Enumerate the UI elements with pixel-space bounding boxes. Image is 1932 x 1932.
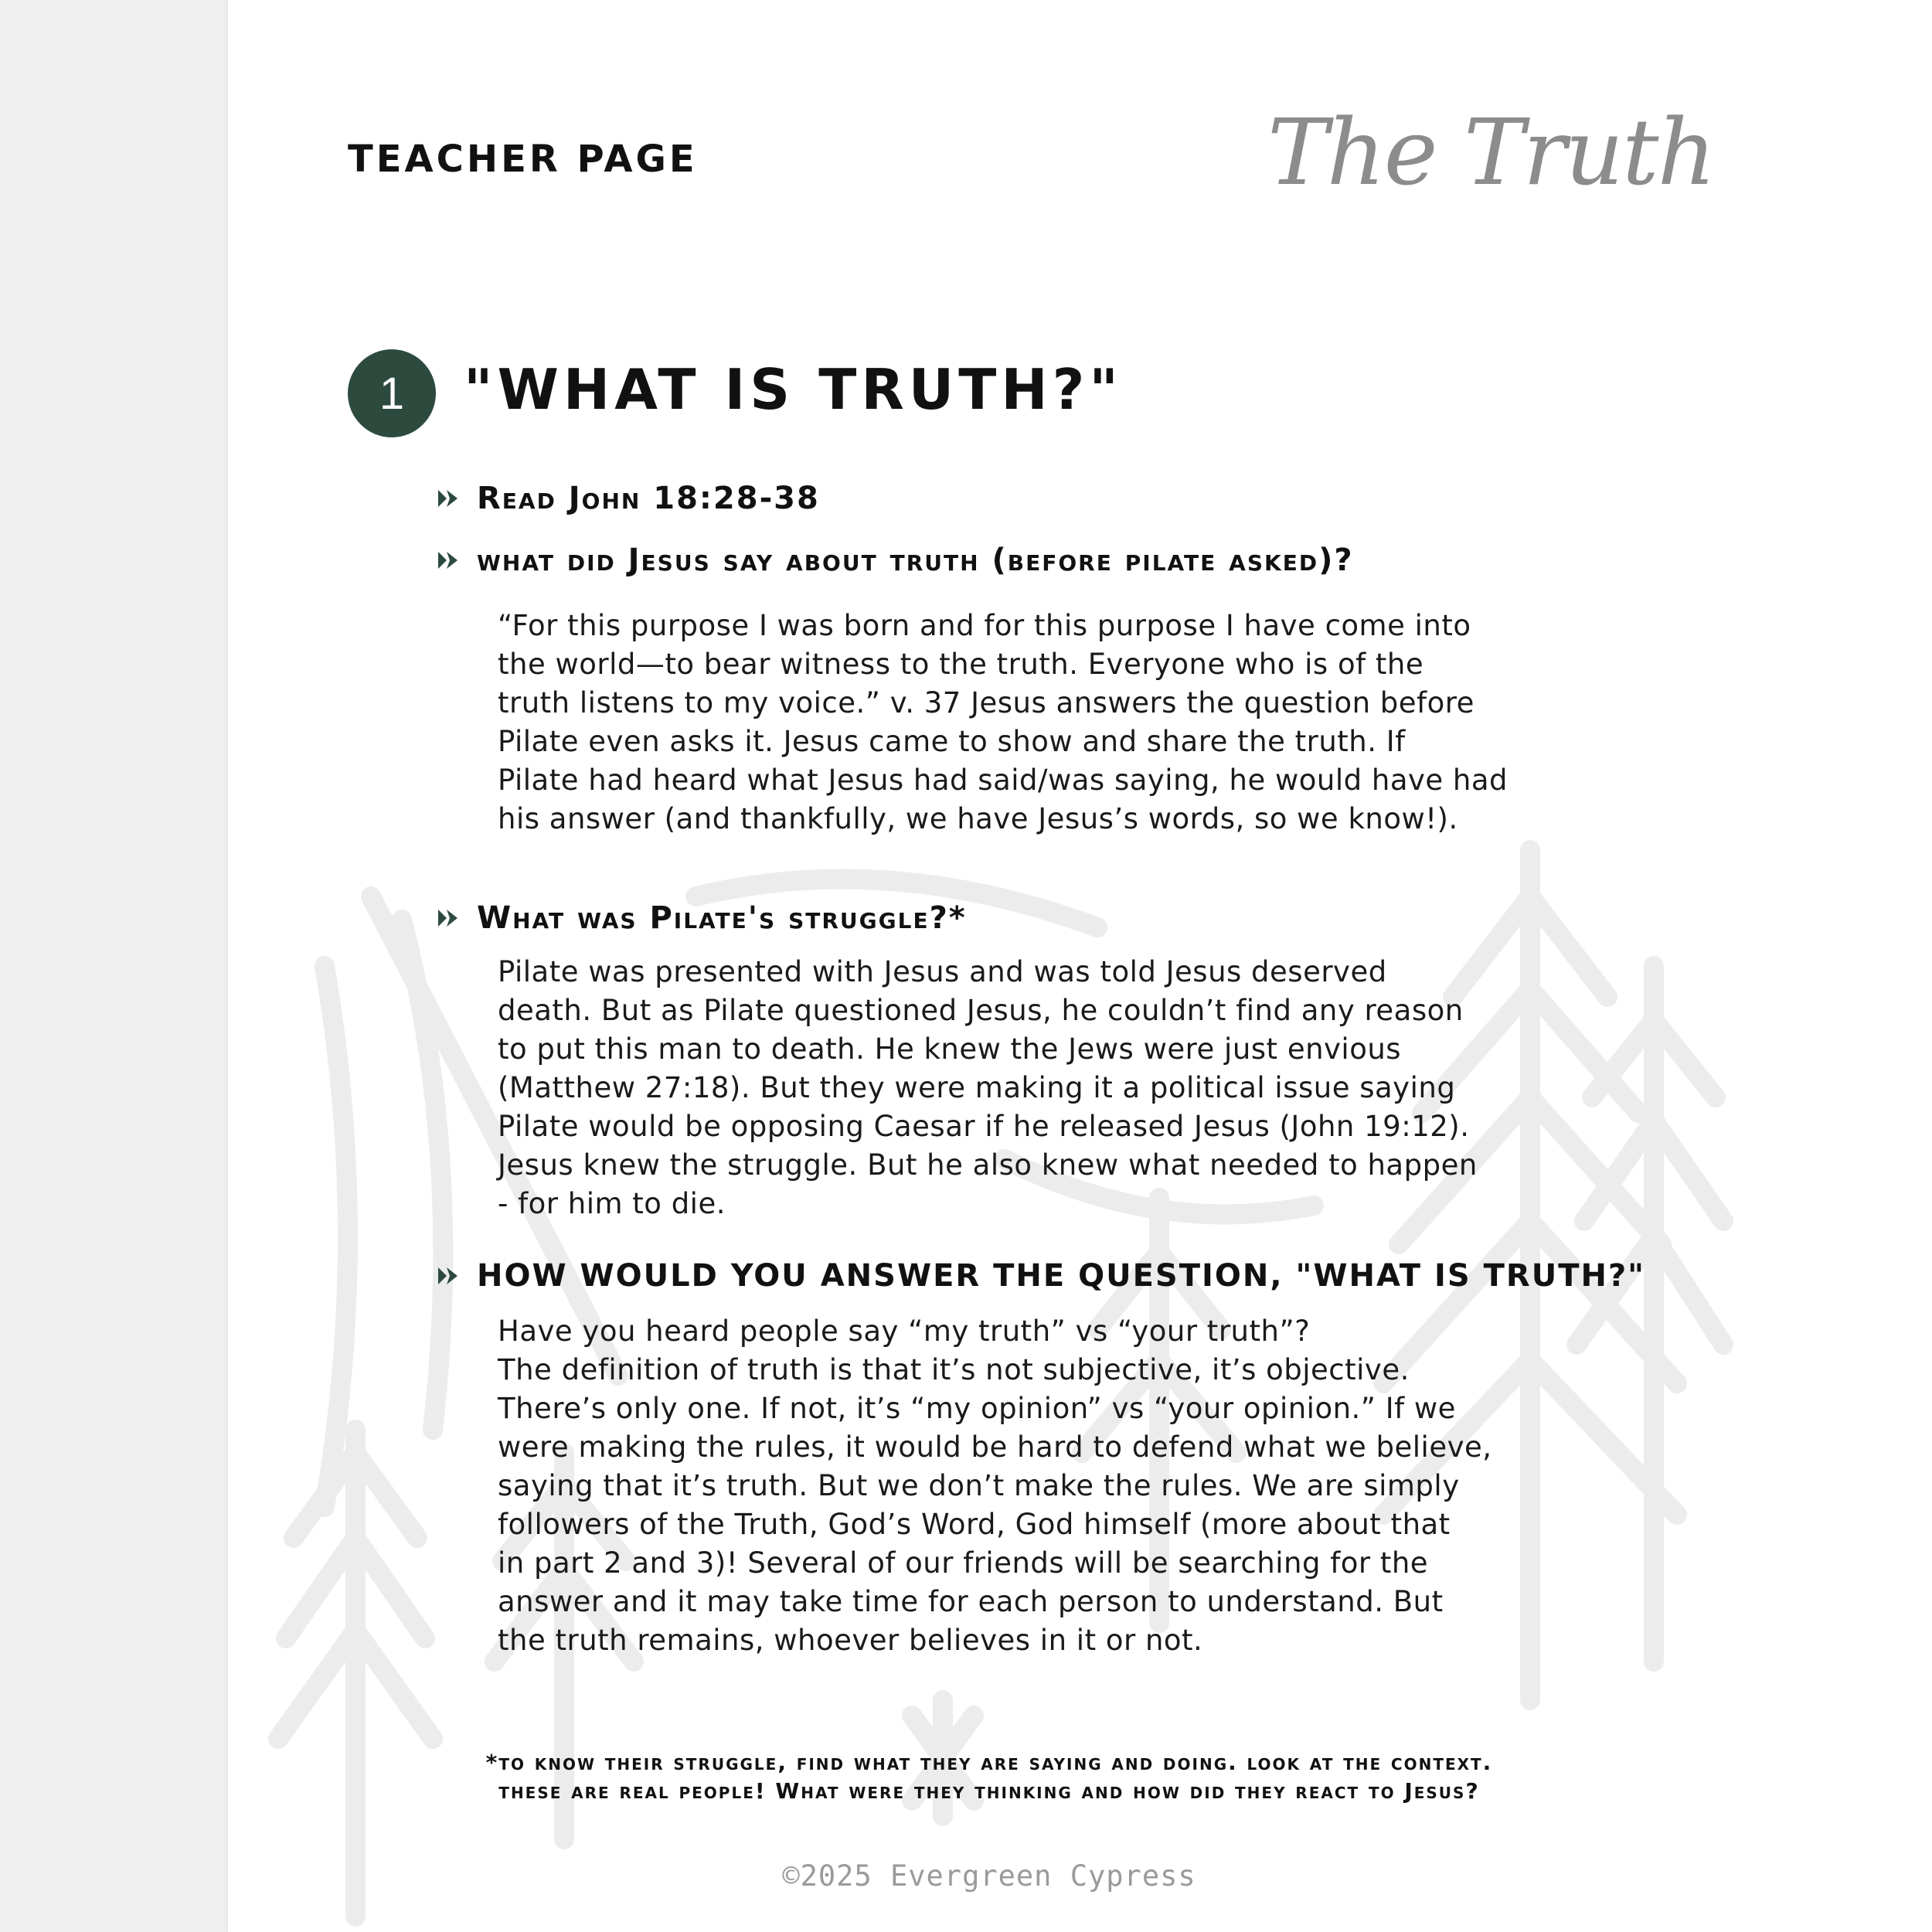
- answer-line: Pilate had heard what Jesus had said/was saying, he would have had: [498, 764, 1509, 797]
- answer-line: death. But as Pilate questioned Jesus, he couldn’t find any reason: [498, 994, 1464, 1027]
- answer-line: (Matthew 27:18). But they were making it a political issue saying: [498, 1071, 1456, 1104]
- answer-block: [498, 607, 1508, 838]
- answer-line: answer and it may take time for each person to understand. But: [498, 1585, 1444, 1618]
- answer-line: the truth remains, whoever believes in it or not.: [498, 1624, 1203, 1657]
- footnote-line: these are real people! What were they thinking and how did they react to Jesus?: [498, 1778, 1480, 1804]
- answer-line: There’s only one. If not, it’s “my opinion” vs “your opinion.” If we: [498, 1392, 1456, 1425]
- double-chevron-arrow-icon: [437, 487, 460, 510]
- section-heading: "WHAT IS TRUTH?": [464, 357, 1123, 422]
- answer-block: [498, 953, 1478, 1223]
- answer-line: Pilate would be opposing Caesar if he released Jesus (John 19:12).: [498, 1110, 1470, 1143]
- question-item: [437, 481, 820, 516]
- footnote: [386, 1748, 1592, 1805]
- question-text: What was Pilate's struggle?*: [477, 900, 967, 936]
- answer-line: followers of the Truth, God’s Word, God himself (more about that: [498, 1508, 1451, 1541]
- answer-line: Have you heard people say “my truth” vs “your truth”?: [498, 1315, 1311, 1348]
- question-text: Read John 18:28-38: [477, 481, 820, 516]
- answer-line: saying that it’s truth. But we don’t make the rules. We are simply: [498, 1469, 1460, 1502]
- question-item: [437, 543, 1354, 578]
- answer-line: the world—to bear witness to the truth. Everyone who is of the: [498, 648, 1424, 681]
- answer-line: to put this man to death. He knew the Jews were just envious: [498, 1032, 1402, 1066]
- answer-block: [498, 1312, 1492, 1660]
- answer-line: in part 2 and 3)! Several of our friends will be searching for the: [498, 1546, 1429, 1580]
- answer-line: Jesus knew the struggle. But he also knew what needed to happen: [498, 1148, 1478, 1182]
- answer-line: The definition of truth is that it’s not subjective, it’s objective.: [498, 1353, 1410, 1386]
- answer-line: “For this purpose I was born and for this purpose I have come into: [498, 609, 1471, 642]
- section-number-badge: 1: [348, 349, 436, 437]
- question-text: HOW WOULD YOU ANSWER THE QUESTION, "WHAT IS TRUTH?": [477, 1258, 1645, 1294]
- page-title: The Truth: [1267, 99, 1715, 206]
- answer-line: truth listens to my voice.” v. 37 Jesus answers the question before: [498, 686, 1475, 719]
- double-chevron-arrow-icon: [437, 906, 460, 930]
- question-text: what did Jesus say about truth (before pilate asked)?: [477, 543, 1354, 578]
- answer-line: - for him to die.: [498, 1187, 726, 1220]
- teacher-page-label: TEACHER PAGE: [348, 138, 698, 181]
- answer-line: his answer (and thankfully, we have Jesus’s words, so we know!).: [498, 802, 1458, 835]
- answer-line: Pilate even asks it. Jesus came to show and share the truth. If: [498, 725, 1406, 758]
- answer-line: Pilate was presented with Jesus and was told Jesus deserved: [498, 955, 1387, 988]
- answer-line: were making the rules, it would be hard to defend what we believe,: [498, 1430, 1492, 1464]
- double-chevron-arrow-icon: [437, 549, 460, 572]
- question-item: [437, 1258, 1645, 1294]
- footnote-line: *to know their struggle, find what they are saying and doing. look at the context.: [485, 1750, 1493, 1775]
- copyright-text: ©2025 Evergreen Cypress: [782, 1859, 1196, 1893]
- question-item: [437, 900, 967, 936]
- double-chevron-arrow-icon: [437, 1264, 460, 1287]
